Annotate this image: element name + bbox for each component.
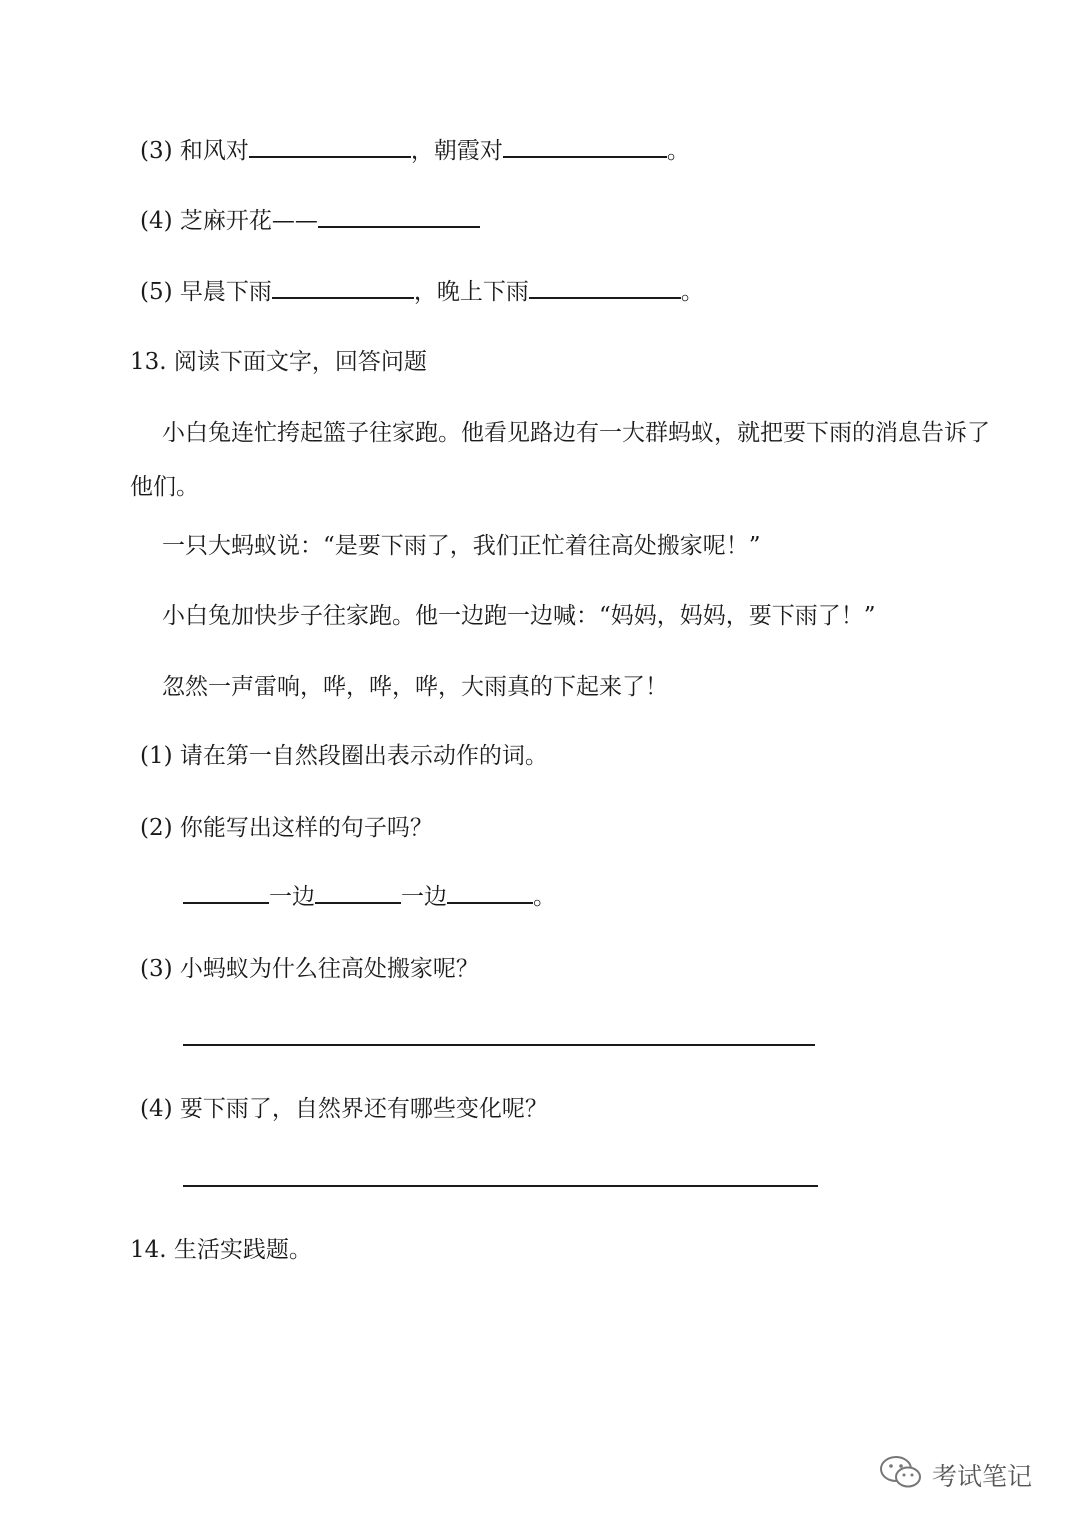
passage-paragraph-3: 小白兔加快步子往家跑。他一边跑一边喊：“妈妈，妈妈，要下雨了！” [162,603,876,629]
passage-paragraph-2: 一只大蚂蚁说：“是要下雨了，我们正忙着往高处搬家呢！” [162,533,761,559]
item-end: 。 [666,138,690,164]
item-text: 小蚂蚁为什么往高处搬家呢？ [179,956,479,982]
item-end: 。 [533,884,556,910]
item-text: 和风对 [179,138,249,164]
passage-paragraph-1-cont: 他们。 [130,474,199,500]
item-text: 请在第一自然段圈出表示动作的词。 [179,743,548,769]
q12-item3 [140,136,690,166]
q13-sub2-fill [183,882,556,912]
q12-item4 [140,206,480,236]
answer-blank[interactable] [249,138,411,158]
answer-blank[interactable] [272,279,414,299]
item-number: (4) [140,208,173,234]
answer-line[interactable] [183,1185,818,1187]
q13-title: 13. 阅读下面文字，回答问题 [130,349,427,375]
answer-blank[interactable] [318,208,480,228]
item-text: 要下雨了，自然界还有哪些变化呢？ [179,1096,548,1122]
answer-blank[interactable] [503,138,667,158]
q13-sub2 [140,813,433,843]
q13-sub4 [140,1094,548,1124]
item-text: 你能写出这样的句子吗？ [179,815,433,841]
passage-paragraph-1: 小白兔连忙挎起篮子往家跑。他看见路边有一大群蚂蚁，就把要下雨的消息告诉了 [162,420,990,446]
item-end: 。 [680,279,704,305]
watermark [878,1453,1032,1497]
fill-word: 一边 [401,884,447,910]
wechat-icon [878,1453,924,1497]
answer-blank[interactable] [183,884,269,904]
item-number: (3) [140,956,173,982]
item-text: 早晨下雨 [179,279,272,305]
answer-blank[interactable] [447,884,533,904]
item-text: ，晚上下雨 [413,279,529,305]
item-number: (2) [140,815,173,841]
q12-item5 [140,277,704,307]
item-text: ，朝霞对 [410,138,503,164]
passage-paragraph-4: 忽然一声雷响，哗，哗，哗，大雨真的下起来了！ [162,674,668,700]
q13-sub1 [140,741,548,771]
answer-line[interactable] [183,1044,815,1046]
answer-blank[interactable] [315,884,401,904]
answer-blank[interactable] [529,279,681,299]
item-number: (3) [140,138,173,164]
item-number: (4) [140,1096,173,1122]
item-number: (1) [140,743,173,769]
fill-word: 一边 [269,884,315,910]
q14-title: 14. 生活实践题。 [130,1237,312,1263]
q13-sub3 [140,954,479,984]
watermark-text: 考试笔记 [932,1462,1033,1491]
item-number: (5) [140,279,173,305]
item-text: 芝麻开花—— [179,208,318,234]
